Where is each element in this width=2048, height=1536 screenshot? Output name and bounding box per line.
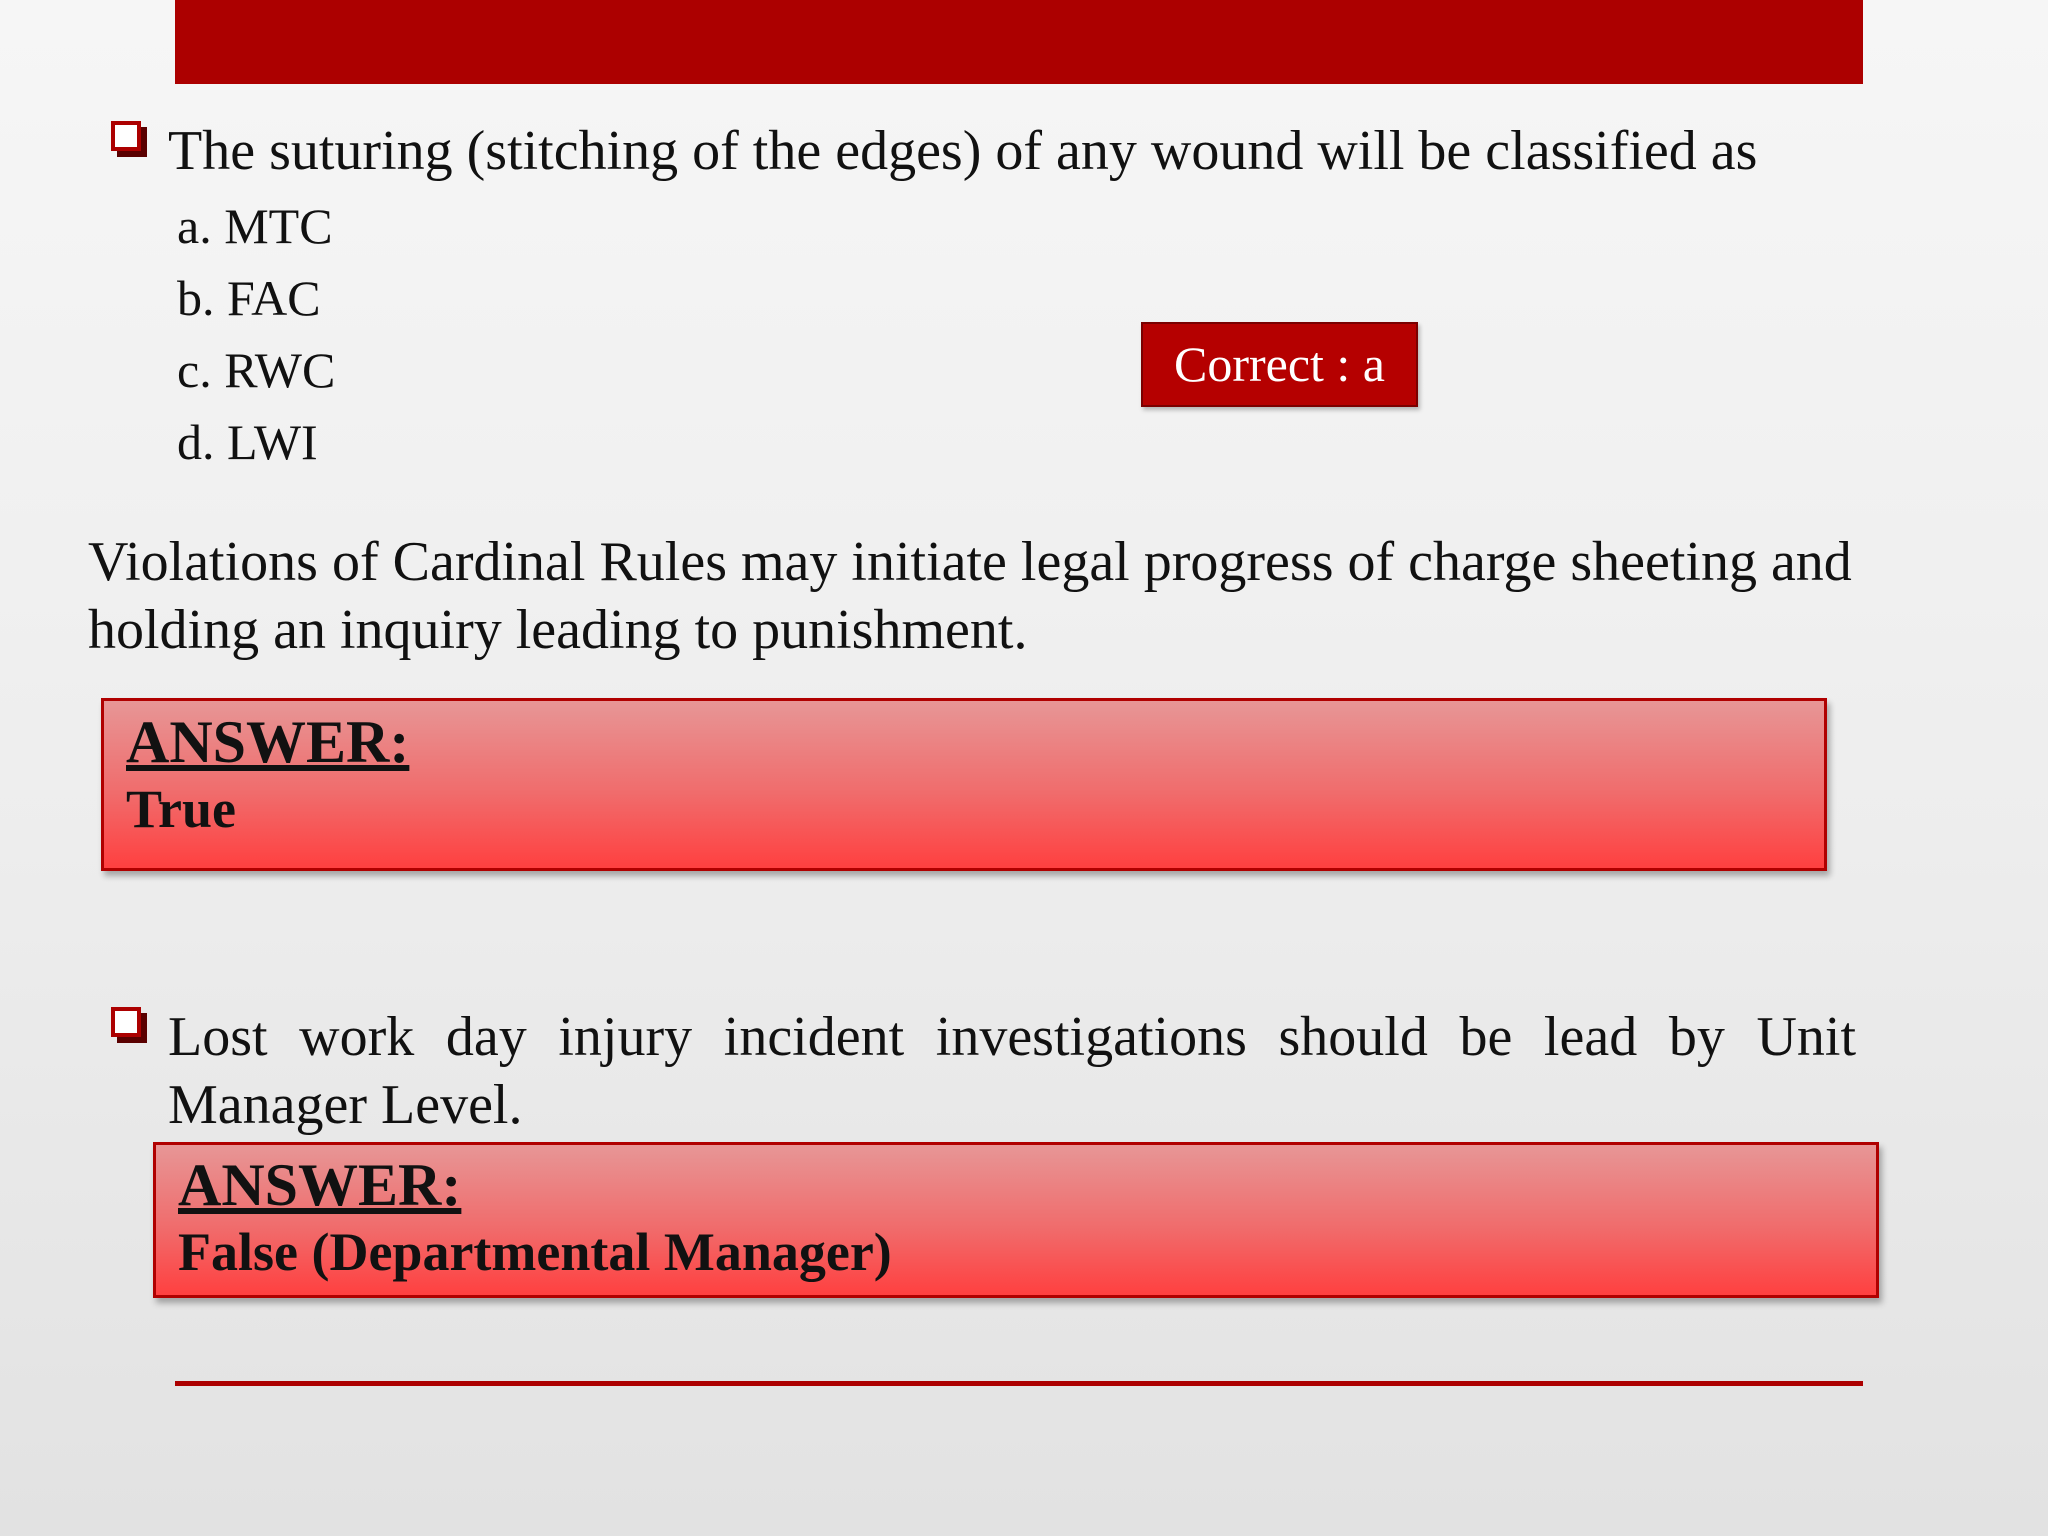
option-c: c. RWC	[177, 342, 336, 398]
question-1-options	[177, 190, 335, 478]
answer-label: ANSWER:	[178, 1152, 462, 1218]
title-bar	[175, 0, 1863, 84]
question-1-text: The suturing (stitching of the edges) of any wound will be classified as	[168, 120, 1758, 182]
answer-box-1	[101, 698, 1827, 871]
square-bullet-icon	[111, 121, 141, 151]
answer-value: False (Departmental Manager)	[178, 1222, 892, 1282]
option-a: a. MTC	[177, 198, 333, 254]
square-bullet-icon	[111, 1007, 141, 1037]
option-b: b. FAC	[177, 270, 321, 326]
correct-answer-badge: Correct : a	[1141, 322, 1418, 407]
footer-divider	[175, 1381, 1863, 1386]
question-2-text: Violations of Cardinal Rules may initiate legal progress of charge sheeting and holding an inquiry leading to punishment.	[88, 531, 1852, 661]
question-3-text: Lost work day injury incident investigations should be lead by Unit Manager Level.	[168, 1006, 1856, 1136]
option-d: d. LWI	[177, 414, 318, 470]
answer-value: True	[126, 779, 236, 839]
answer-label: ANSWER:	[126, 709, 410, 775]
answer-box-2	[153, 1142, 1879, 1298]
